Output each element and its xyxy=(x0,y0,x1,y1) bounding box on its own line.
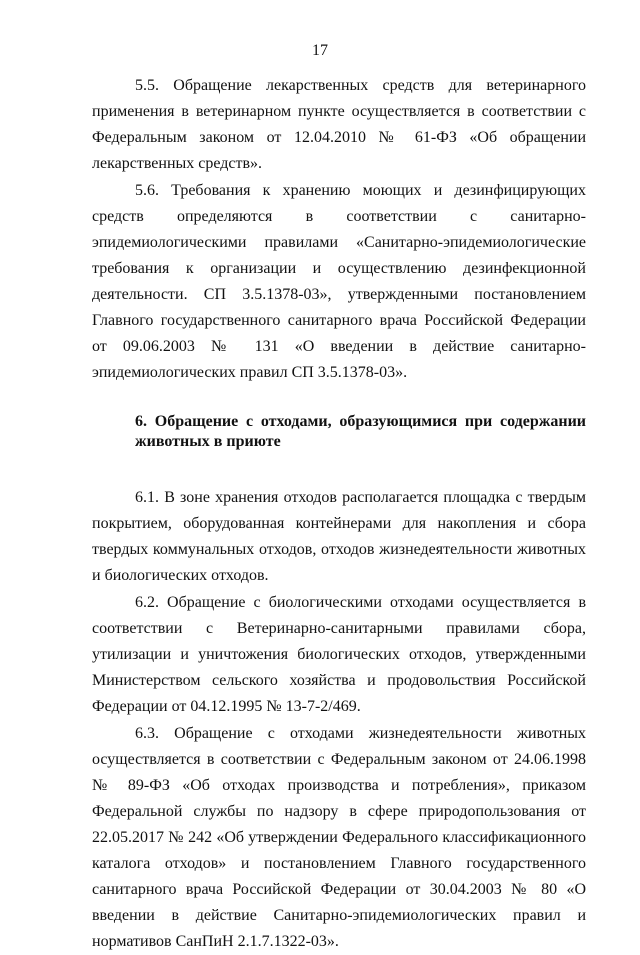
paragraph-6-1: 6.1. В зоне хранения отходов располагается площадка с твердым покрытием, оборудованная контейнерами для накопления и сбора твердых коммунальных отходов, отходов жизнедеятельности животных и биологических отходов. xyxy=(92,489,586,584)
paragraph-5-6: 5.6. Требования к хранению моющих и дезинфицирующих средств определяются в соответствии с санитарно-эпидемиологическими правилами «Санитарно-эпидемиологические требования к организации и осуществлению дезинфекционной деятельности. СП 3.5.1378-03», утвержденными постановлением Главного государственного санитарного врача Российской Федерации от 09.06.2003 № 131 «О введении в действие санитарно-эпидемиологических правил СП 3.5.1378-03». xyxy=(92,182,586,381)
paragraph-6-3: 6.3. Обращение с отходами жизнедеятельности животных осуществляется в соответствии с Федеральным законом от 24.06.1998 № 89-ФЗ «Об отходах производства и потребления», приказом Федеральной службы по надзору в сфере природопользования от 22.05.2017 № 242 «Об утверждении Федерального классификационного каталога отходов» и постановлением Главного государственного санитарного врача Российской Федерации от 30.04.2003 № 80 «О введении в действие Санитарно-эпидемиологических правил и нормативов СанПиН 2.1.7.1322-03». xyxy=(92,725,586,950)
page-number: 17 xyxy=(312,42,328,59)
paragraph-6-2: 6.2. Обращение с биологическими отходами осуществляется в соответствии с Ветеринарно-санитарными правилами сбора, утилизации и уничтожения биологических отходов, утвержденными Министерством сельского хозяйства и продовольствия Российской Федерации от 04.12.1995 № 13-7-2/469. xyxy=(92,594,586,715)
section-6-heading: 6. Обращение с отходами, образующимися при содержании животных в приюте xyxy=(135,413,586,450)
document-body xyxy=(92,73,586,955)
paragraph-5-5: 5.5. Обращение лекарственных средств для ветеринарного применения в ветеринарном пункте осуществляется в соответствии с Федеральным законом от 12.04.2010 № 61-ФЗ «Об обращении лекарственных средств». xyxy=(92,77,586,172)
